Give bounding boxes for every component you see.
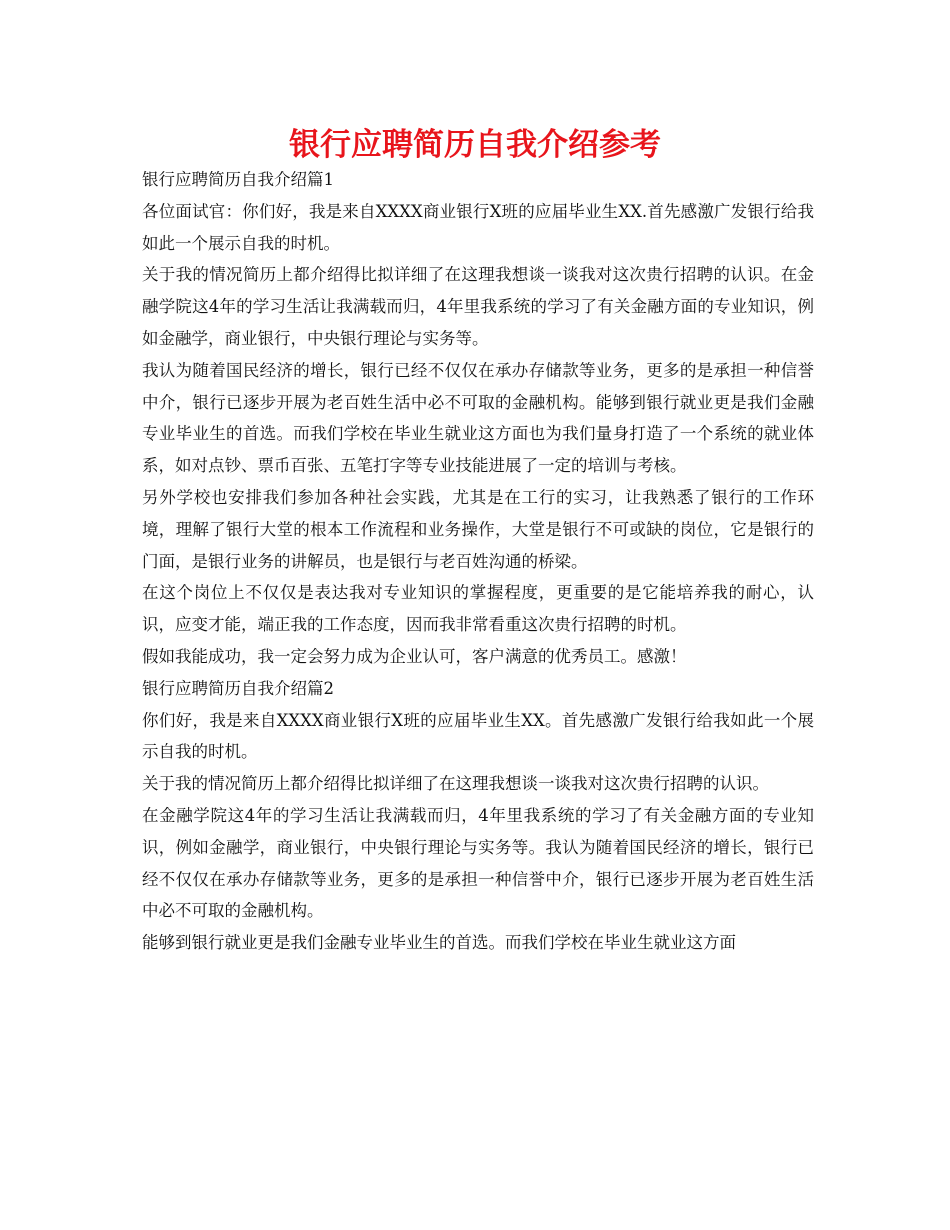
document-body <box>142 164 814 959</box>
paragraph: 在金融学院这4年的学习生活让我满载而归，4年里我系统的学习了有关金融方面的专业知识，例如金融学，商业银行，中央银行理论与实务等。我认为随着国民经济的增长，银行已经不仅仅在承办存储款等业务，更多的是承担一种信誉中介，银行已逐步开展为老百姓生活中必不可取的金融机构。 <box>142 805 814 921</box>
paragraph: 能够到银行就业更是我们金融专业毕业生的首选。而我们学校在毕业生就业这方面 <box>142 933 736 953</box>
paragraph: 假如我能成功，我一定会努力成为企业认可，客户满意的优秀员工。感激！ <box>142 646 687 666</box>
section-heading-2: 银行应聘简历自我介绍篇2 <box>142 678 334 698</box>
paragraph: 另外学校也安排我们参加各种社会实践，尤其是在工行的实习，让我熟悉了银行的工作环境，理解了银行大堂的根本工作流程和业务操作，大堂是银行不可或缺的岗位，它是银行的门面，是银行业务的讲解员，也是银行与老百姓沟通的桥梁。 <box>142 487 814 571</box>
paragraph: 关于我的情况简历上都介绍得比拟详细了在这理我想谈一谈我对这次贵行招聘的认识。 <box>142 774 769 794</box>
paragraph: 关于我的情况简历上都介绍得比拟详细了在这理我想谈一谈我对这次贵行招聘的认识。在金融学院这4年的学习生活让我满载而归，4年里我系统的学习了有关金融方面的专业知识，例如金融学，商业银行，中央银行理论与实务等。 <box>142 265 814 348</box>
document-title: 银行应聘简历自我介绍参考 <box>289 127 661 163</box>
paragraph: 我认为随着国民经济的增长，银行已经不仅仅在承办存储款等业务，更多的是承担一种信誉中介，银行已逐步开展为老百姓生活中必不可取的金融机构。能够到银行就业更是我们金融专业毕业生的首选。而我们学校在毕业生就业这方面也为我们量身打造了一个系统的就业体系，如对点钞、票币百张、五笔打字等专业技能进展了一定的培训与考核。 <box>142 360 814 476</box>
paragraph: 你们好，我是来自XXXX商业银行X班的应届毕业生XX。首先感激广发银行给我如此一个展示自我的时机。 <box>142 710 814 762</box>
paragraph: 在这个岗位上不仅仅是表达我对专业知识的掌握程度，更重要的是它能培养我的耐心，认识，应变才能，端正我的工作态度，因而我非常看重这次贵行招聘的时机。 <box>142 583 814 635</box>
section-heading-1: 银行应聘简历自我介绍篇1 <box>142 170 334 189</box>
paragraph: 各位面试官：你们好，我是来自XXXX商业银行X班的应届毕业生XX.首先感激广发银行给我如此一个展示自我的时机。 <box>142 201 814 253</box>
